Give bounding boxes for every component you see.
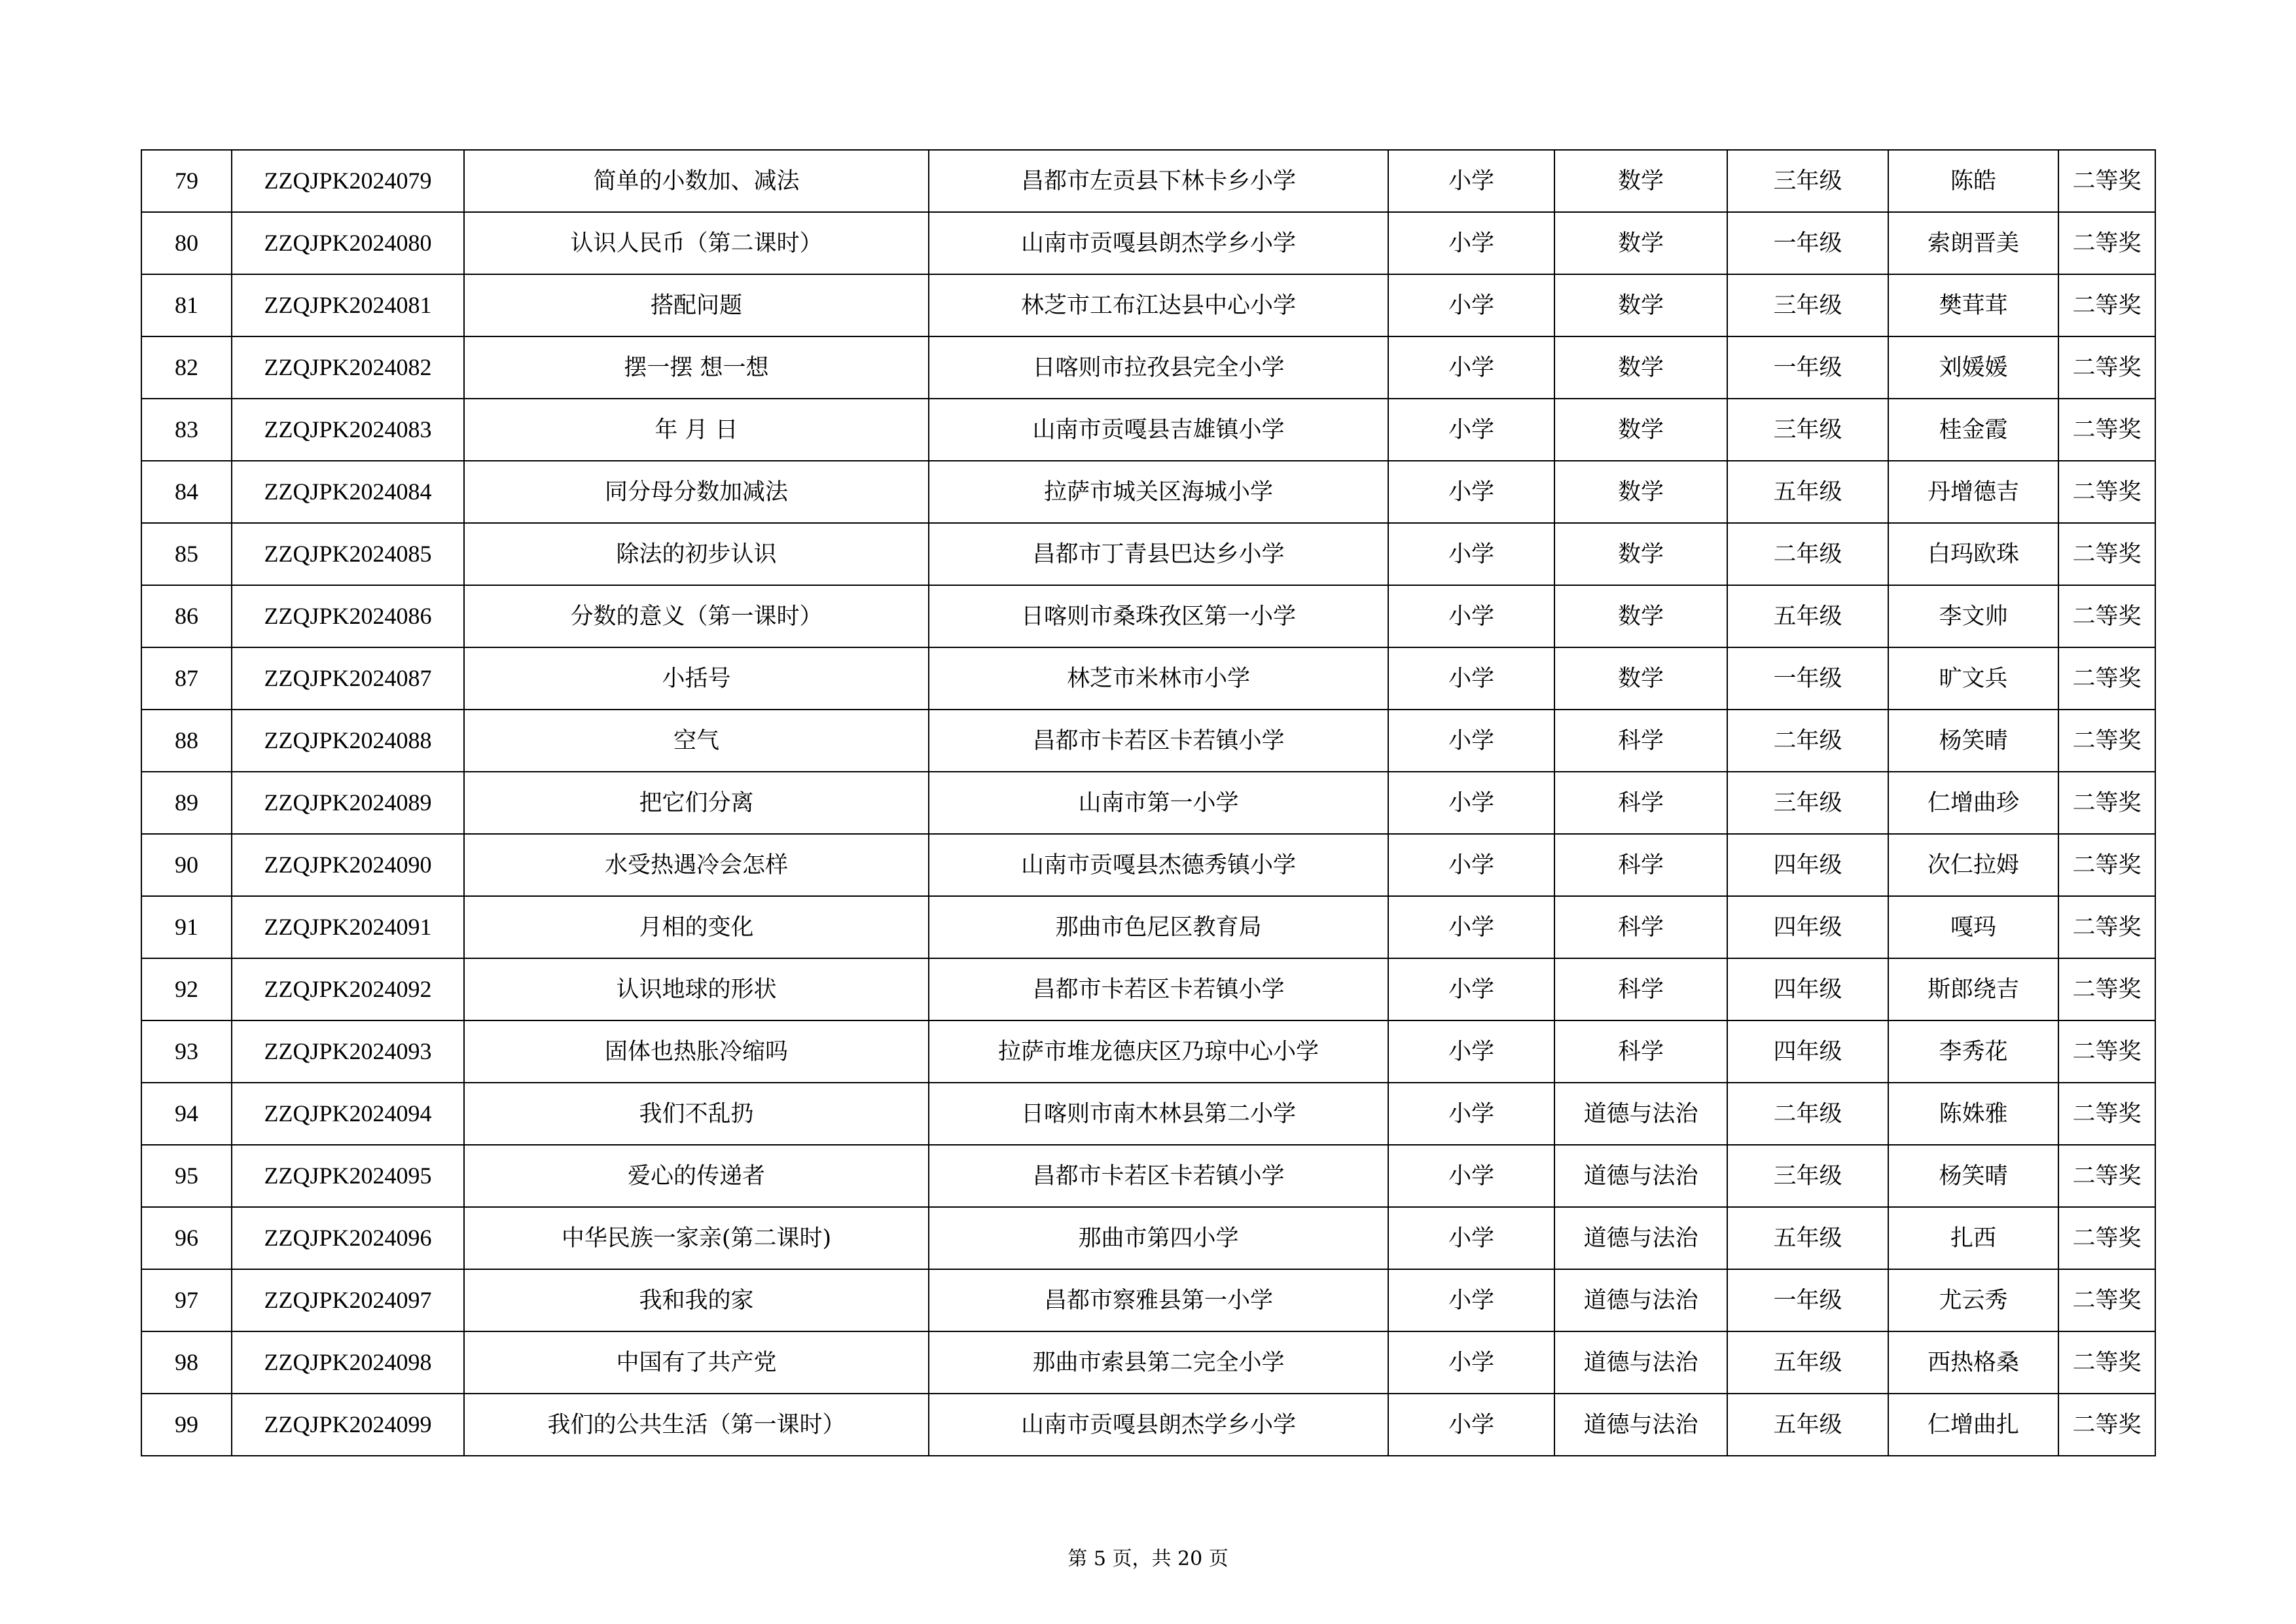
- school-level-cell: 小学: [1388, 399, 1554, 461]
- row-number-cell: 87: [141, 647, 232, 710]
- grade-cell: 二年级: [1727, 1083, 1888, 1145]
- grade-cell: 三年级: [1727, 274, 1888, 336]
- teacher-cell: 尤云秀: [1888, 1269, 2058, 1331]
- subject-cell: 数学: [1554, 461, 1727, 523]
- school-cell: 日喀则市南木林县第二小学: [929, 1083, 1388, 1145]
- school-cell: 山南市贡嘎县朗杰学乡小学: [929, 212, 1388, 274]
- entry-id-cell: ZZQJPK2024091: [232, 896, 464, 958]
- school-level-cell: 小学: [1388, 834, 1554, 896]
- lesson-title-cell: 把它们分离: [464, 772, 929, 834]
- table-row: [141, 336, 2155, 399]
- school-cell: 那曲市色尼区教育局: [929, 896, 1388, 958]
- grade-cell: 三年级: [1727, 1145, 1888, 1207]
- grade-cell: 五年级: [1727, 461, 1888, 523]
- grade-cell: 三年级: [1727, 150, 1888, 212]
- teacher-cell: 白玛欧珠: [1888, 523, 2058, 585]
- entry-id-cell: ZZQJPK2024096: [232, 1207, 464, 1269]
- table-row: [141, 1394, 2155, 1456]
- grade-cell: 五年级: [1727, 1331, 1888, 1394]
- school-level-cell: 小学: [1388, 212, 1554, 274]
- subject-cell: 数学: [1554, 585, 1727, 647]
- grade-cell: 四年级: [1727, 834, 1888, 896]
- row-number-cell: 98: [141, 1331, 232, 1394]
- school-cell: 昌都市卡若区卡若镇小学: [929, 1145, 1388, 1207]
- award-cell: 二等奖: [2058, 1020, 2155, 1083]
- subject-cell: 科学: [1554, 958, 1727, 1020]
- entry-id-cell: ZZQJPK2024090: [232, 834, 464, 896]
- school-level-cell: 小学: [1388, 274, 1554, 336]
- lesson-title-cell: 爱心的传递者: [464, 1145, 929, 1207]
- subject-cell: 科学: [1554, 834, 1727, 896]
- lesson-title-cell: 分数的意义（第一课时）: [464, 585, 929, 647]
- entry-id-cell: ZZQJPK2024085: [232, 523, 464, 585]
- lesson-title-cell: 简单的小数加、减法: [464, 150, 929, 212]
- table-row: [141, 647, 2155, 710]
- row-number-cell: 79: [141, 150, 232, 212]
- award-cell: 二等奖: [2058, 834, 2155, 896]
- table-row: [141, 585, 2155, 647]
- table-row: [141, 399, 2155, 461]
- subject-cell: 数学: [1554, 212, 1727, 274]
- school-level-cell: 小学: [1388, 647, 1554, 710]
- award-cell: 二等奖: [2058, 336, 2155, 399]
- school-level-cell: 小学: [1388, 461, 1554, 523]
- lesson-title-cell: 除法的初步认识: [464, 523, 929, 585]
- school-cell: 山南市第一小学: [929, 772, 1388, 834]
- grade-cell: 四年级: [1727, 958, 1888, 1020]
- table-row: [141, 896, 2155, 958]
- teacher-cell: 旷文兵: [1888, 647, 2058, 710]
- subject-cell: 数学: [1554, 274, 1727, 336]
- teacher-cell: 陈姝雅: [1888, 1083, 2058, 1145]
- lesson-title-cell: 小括号: [464, 647, 929, 710]
- lesson-title-cell: 我和我的家: [464, 1269, 929, 1331]
- award-cell: 二等奖: [2058, 1331, 2155, 1394]
- award-cell: 二等奖: [2058, 647, 2155, 710]
- school-cell: 日喀则市桑珠孜区第一小学: [929, 585, 1388, 647]
- school-level-cell: 小学: [1388, 523, 1554, 585]
- school-level-cell: 小学: [1388, 710, 1554, 772]
- entry-id-cell: ZZQJPK2024095: [232, 1145, 464, 1207]
- lesson-title-cell: 中华民族一家亲(第二课时): [464, 1207, 929, 1269]
- row-number-cell: 94: [141, 1083, 232, 1145]
- grade-cell: 五年级: [1727, 1207, 1888, 1269]
- award-cell: 二等奖: [2058, 274, 2155, 336]
- subject-cell: 科学: [1554, 896, 1727, 958]
- row-number-cell: 80: [141, 212, 232, 274]
- teacher-cell: 杨笑晴: [1888, 710, 2058, 772]
- table-row: [141, 1269, 2155, 1331]
- school-level-cell: 小学: [1388, 336, 1554, 399]
- school-cell: 昌都市察雅县第一小学: [929, 1269, 1388, 1331]
- grade-cell: 四年级: [1727, 1020, 1888, 1083]
- subject-cell: 数学: [1554, 647, 1727, 710]
- grade-cell: 四年级: [1727, 896, 1888, 958]
- subject-cell: 科学: [1554, 1020, 1727, 1083]
- teacher-cell: 陈皓: [1888, 150, 2058, 212]
- table-row: [141, 710, 2155, 772]
- award-cell: 二等奖: [2058, 1269, 2155, 1331]
- school-level-cell: 小学: [1388, 1207, 1554, 1269]
- table-row: [141, 212, 2155, 274]
- lesson-title-cell: 认识地球的形状: [464, 958, 929, 1020]
- subject-cell: 数学: [1554, 336, 1727, 399]
- table-row: [141, 150, 2155, 212]
- teacher-cell: 樊茸茸: [1888, 274, 2058, 336]
- entry-id-cell: ZZQJPK2024087: [232, 647, 464, 710]
- lesson-title-cell: 空气: [464, 710, 929, 772]
- subject-cell: 科学: [1554, 772, 1727, 834]
- lesson-title-cell: 同分母分数加减法: [464, 461, 929, 523]
- row-number-cell: 86: [141, 585, 232, 647]
- school-level-cell: 小学: [1388, 896, 1554, 958]
- school-cell: 昌都市左贡县下林卡乡小学: [929, 150, 1388, 212]
- award-cell: 二等奖: [2058, 896, 2155, 958]
- award-cell: 二等奖: [2058, 212, 2155, 274]
- award-cell: 二等奖: [2058, 1145, 2155, 1207]
- page-footer: 第 5 页，共 20 页: [1067, 1547, 1229, 1570]
- school-cell: 昌都市丁青县巴达乡小学: [929, 523, 1388, 585]
- teacher-cell: 刘媛媛: [1888, 336, 2058, 399]
- table-row: [141, 274, 2155, 336]
- table-row: [141, 834, 2155, 896]
- row-number-cell: 90: [141, 834, 232, 896]
- lesson-title-cell: 搭配问题: [464, 274, 929, 336]
- award-cell: 二等奖: [2058, 958, 2155, 1020]
- lesson-title-cell: 月相的变化: [464, 896, 929, 958]
- lesson-title-cell: 水受热遇冷会怎样: [464, 834, 929, 896]
- subject-cell: 数学: [1554, 150, 1727, 212]
- school-level-cell: 小学: [1388, 150, 1554, 212]
- entry-id-cell: ZZQJPK2024081: [232, 274, 464, 336]
- grade-cell: 一年级: [1727, 212, 1888, 274]
- teacher-cell: 杨笑晴: [1888, 1145, 2058, 1207]
- lesson-title-cell: 固体也热胀冷缩吗: [464, 1020, 929, 1083]
- subject-cell: 道德与法治: [1554, 1394, 1727, 1456]
- entry-id-cell: ZZQJPK2024079: [232, 150, 464, 212]
- entry-id-cell: ZZQJPK2024086: [232, 585, 464, 647]
- entry-id-cell: ZZQJPK2024080: [232, 212, 464, 274]
- grade-cell: 三年级: [1727, 772, 1888, 834]
- awards-table: [141, 149, 2156, 1456]
- school-level-cell: 小学: [1388, 1020, 1554, 1083]
- award-cell: 二等奖: [2058, 772, 2155, 834]
- entry-id-cell: ZZQJPK2024092: [232, 958, 464, 1020]
- table-row: [141, 1145, 2155, 1207]
- school-cell: 昌都市卡若区卡若镇小学: [929, 958, 1388, 1020]
- teacher-cell: 李秀花: [1888, 1020, 2058, 1083]
- school-level-cell: 小学: [1388, 958, 1554, 1020]
- school-cell: 山南市贡嘎县吉雄镇小学: [929, 399, 1388, 461]
- award-cell: 二等奖: [2058, 461, 2155, 523]
- subject-cell: 道德与法治: [1554, 1331, 1727, 1394]
- school-level-cell: 小学: [1388, 1145, 1554, 1207]
- award-cell: 二等奖: [2058, 150, 2155, 212]
- row-number-cell: 95: [141, 1145, 232, 1207]
- table-row: [141, 958, 2155, 1020]
- entry-id-cell: ZZQJPK2024089: [232, 772, 464, 834]
- row-number-cell: 81: [141, 274, 232, 336]
- grade-cell: 一年级: [1727, 647, 1888, 710]
- row-number-cell: 93: [141, 1020, 232, 1083]
- award-cell: 二等奖: [2058, 710, 2155, 772]
- school-level-cell: 小学: [1388, 772, 1554, 834]
- lesson-title-cell: 我们不乱扔: [464, 1083, 929, 1145]
- subject-cell: 科学: [1554, 710, 1727, 772]
- school-cell: 山南市贡嘎县杰德秀镇小学: [929, 834, 1388, 896]
- entry-id-cell: ZZQJPK2024097: [232, 1269, 464, 1331]
- school-cell: 林芝市工布江达县中心小学: [929, 274, 1388, 336]
- table-row: [141, 1207, 2155, 1269]
- entry-id-cell: ZZQJPK2024099: [232, 1394, 464, 1456]
- lesson-title-cell: 中国有了共产党: [464, 1331, 929, 1394]
- row-number-cell: 96: [141, 1207, 232, 1269]
- awards-table-body: [141, 150, 2155, 1456]
- teacher-cell: 桂金霞: [1888, 399, 2058, 461]
- award-cell: 二等奖: [2058, 1394, 2155, 1456]
- subject-cell: 数学: [1554, 399, 1727, 461]
- award-cell: 二等奖: [2058, 399, 2155, 461]
- subject-cell: 数学: [1554, 523, 1727, 585]
- row-number-cell: 99: [141, 1394, 232, 1456]
- school-cell: 日喀则市拉孜县完全小学: [929, 336, 1388, 399]
- entry-id-cell: ZZQJPK2024098: [232, 1331, 464, 1394]
- lesson-title-cell: 摆一摆 想一想: [464, 336, 929, 399]
- teacher-cell: 西热格桑: [1888, 1331, 2058, 1394]
- school-level-cell: 小学: [1388, 1331, 1554, 1394]
- grade-cell: 三年级: [1727, 399, 1888, 461]
- school-cell: 昌都市卡若区卡若镇小学: [929, 710, 1388, 772]
- teacher-cell: 嘎玛: [1888, 896, 2058, 958]
- grade-cell: 二年级: [1727, 523, 1888, 585]
- subject-cell: 道德与法治: [1554, 1207, 1727, 1269]
- subject-cell: 道德与法治: [1554, 1083, 1727, 1145]
- table-row: [141, 772, 2155, 834]
- school-level-cell: 小学: [1388, 585, 1554, 647]
- school-level-cell: 小学: [1388, 1394, 1554, 1456]
- row-number-cell: 88: [141, 710, 232, 772]
- lesson-title-cell: 认识人民币（第二课时）: [464, 212, 929, 274]
- table-row: [141, 1331, 2155, 1394]
- row-number-cell: 89: [141, 772, 232, 834]
- teacher-cell: 索朗晋美: [1888, 212, 2058, 274]
- award-cell: 二等奖: [2058, 1083, 2155, 1145]
- subject-cell: 道德与法治: [1554, 1145, 1727, 1207]
- table-row: [141, 523, 2155, 585]
- row-number-cell: 91: [141, 896, 232, 958]
- teacher-cell: 李文帅: [1888, 585, 2058, 647]
- table-row: [141, 461, 2155, 523]
- row-number-cell: 92: [141, 958, 232, 1020]
- table-row: [141, 1083, 2155, 1145]
- teacher-cell: 次仁拉姆: [1888, 834, 2058, 896]
- school-cell: 拉萨市堆龙德庆区乃琼中心小学: [929, 1020, 1388, 1083]
- grade-cell: 一年级: [1727, 1269, 1888, 1331]
- entry-id-cell: ZZQJPK2024088: [232, 710, 464, 772]
- teacher-cell: 丹增德吉: [1888, 461, 2058, 523]
- school-cell: 那曲市索县第二完全小学: [929, 1331, 1388, 1394]
- row-number-cell: 85: [141, 523, 232, 585]
- table-row: [141, 1020, 2155, 1083]
- teacher-cell: 仁增曲珍: [1888, 772, 2058, 834]
- row-number-cell: 84: [141, 461, 232, 523]
- grade-cell: 二年级: [1727, 710, 1888, 772]
- row-number-cell: 82: [141, 336, 232, 399]
- award-cell: 二等奖: [2058, 523, 2155, 585]
- entry-id-cell: ZZQJPK2024093: [232, 1020, 464, 1083]
- entry-id-cell: ZZQJPK2024084: [232, 461, 464, 523]
- entry-id-cell: ZZQJPK2024094: [232, 1083, 464, 1145]
- teacher-cell: 仁增曲扎: [1888, 1394, 2058, 1456]
- grade-cell: 五年级: [1727, 1394, 1888, 1456]
- entry-id-cell: ZZQJPK2024082: [232, 336, 464, 399]
- grade-cell: 一年级: [1727, 336, 1888, 399]
- school-level-cell: 小学: [1388, 1269, 1554, 1331]
- grade-cell: 五年级: [1727, 585, 1888, 647]
- school-cell: 那曲市第四小学: [929, 1207, 1388, 1269]
- teacher-cell: 扎西: [1888, 1207, 2058, 1269]
- lesson-title-cell: 我们的公共生活（第一课时）: [464, 1394, 929, 1456]
- school-level-cell: 小学: [1388, 1083, 1554, 1145]
- school-cell: 山南市贡嘎县朗杰学乡小学: [929, 1394, 1388, 1456]
- award-cell: 二等奖: [2058, 585, 2155, 647]
- school-cell: 林芝市米林市小学: [929, 647, 1388, 710]
- row-number-cell: 97: [141, 1269, 232, 1331]
- school-cell: 拉萨市城关区海城小学: [929, 461, 1388, 523]
- lesson-title-cell: 年 月 日: [464, 399, 929, 461]
- subject-cell: 道德与法治: [1554, 1269, 1727, 1331]
- teacher-cell: 斯郎绕吉: [1888, 958, 2058, 1020]
- entry-id-cell: ZZQJPK2024083: [232, 399, 464, 461]
- award-cell: 二等奖: [2058, 1207, 2155, 1269]
- row-number-cell: 83: [141, 399, 232, 461]
